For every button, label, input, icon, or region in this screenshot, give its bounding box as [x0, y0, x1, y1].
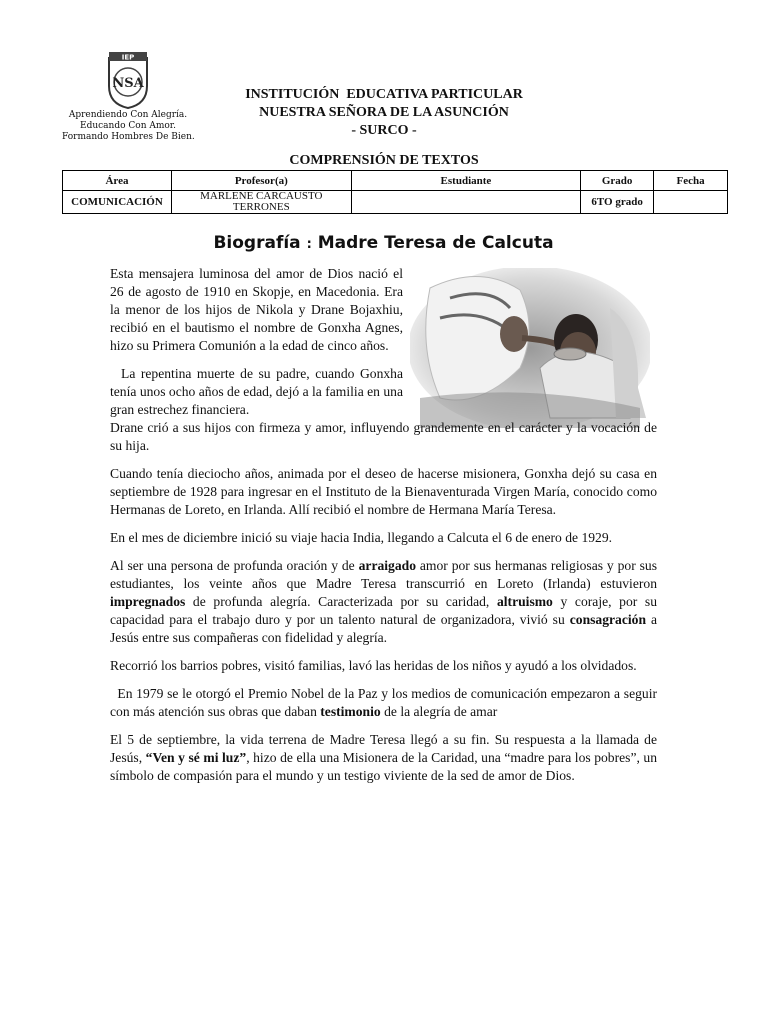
- student-info-table: [62, 170, 728, 214]
- text-run: amor por sus hermanas religiosas y por sus estudiantes, los veinte años que Madre Teresa transcurrió en Loreto (Irlanda) estuvieron: [110, 558, 657, 591]
- student-field[interactable]: [351, 191, 581, 214]
- school-line-3: - SURCO -: [351, 123, 417, 138]
- keyword: impregnados: [110, 594, 186, 609]
- header-grade: Grado: [581, 171, 654, 191]
- header-date: Fecha: [654, 171, 728, 191]
- grade-cell: 6TO grado: [581, 191, 654, 214]
- paragraph: Esta mensajera luminosa del amor de Dios nació el 26 de agosto de 1910 en Skopje, en Macedonia. Era la menor de los hijos de Nikola y Drane Bojaxhiu, recibió en el bautismo el nombre de Gonxha Agnes, hizo su Primera Comunión a la edad de cinco años.: [110, 266, 403, 353]
- article-body: [110, 265, 661, 795]
- header-area: Área: [63, 171, 172, 191]
- text-run: , hizo de ella una Misionera de la Caridad, una “madre para los pobres”, un símbolo de compasión para el mundo y un testigo viviente de la sed de amor de Dios.: [110, 750, 658, 783]
- text-run: de profunda alegría. Caracterizada por su caridad,: [185, 594, 497, 609]
- table-row: [63, 191, 728, 214]
- keyword: altruismo: [496, 594, 553, 609]
- paragraph: En el mes de diciembre inició su viaje hacia India, llegando a Calcuta el 6 de enero de 1929.: [110, 530, 613, 545]
- text-run: y coraje, por su capacidad para el trabajo duro y por un talento natural de organizadora, vivió su: [110, 594, 657, 627]
- title-part-b: Madre Teresa de Calcuta: [317, 233, 554, 253]
- school-motto: [62, 110, 194, 143]
- title-part-a: Biografía: [213, 233, 301, 253]
- paragraph: Cuando tenía dieciocho años, animada por el deseo de hacerse misionera, Gonxha dejó su casa en septiembre de 1928 para ingresar en el Instituto de la Bienaventurada Virgen María, conocido como Hermanas de Loreto, en Irlanda. Allí recibió el nombre de Hermana María Teresa.: [110, 466, 657, 517]
- text-run: a Jesús entre sus compañeras con fidelidad y alegría.: [110, 612, 658, 645]
- section-title: COMPRENSIÓN DE TEXTOS: [289, 153, 479, 168]
- table-header-row: [63, 171, 728, 191]
- teacher-cell: [171, 191, 351, 214]
- school-line-1: INSTITUCIÓN EDUCATIVA PARTICULAR: [245, 87, 523, 102]
- paragraph: [110, 731, 657, 785]
- title-colon: :: [306, 237, 312, 252]
- school-name: [200, 86, 568, 140]
- teacher-name-line: TERRONES: [232, 201, 290, 213]
- school-crest-icon: [106, 50, 150, 110]
- article-title: [62, 233, 705, 253]
- svg-text:NSA: NSA: [112, 76, 144, 91]
- motto-line: Aprendiendo Con Alegría.: [68, 110, 188, 120]
- school-line-2: NUESTRA SEÑORA DE LA ASUNCIÓN: [259, 105, 509, 120]
- text-run: de la alegría de amar: [380, 704, 498, 719]
- quote: “Ven y sé mi luz”: [145, 750, 247, 765]
- keyword: consagración: [569, 612, 647, 627]
- paragraph: [110, 557, 657, 647]
- teacher-name-line: MARLENE CARCAUSTO: [200, 190, 323, 202]
- text-run: En 1979 se le otorgó el Premio Nobel de la Paz y los medios de comunicación empezaron a seguir con más atención sus obras que daban: [110, 686, 661, 719]
- motto-line: Educando Con Amor.: [80, 121, 176, 131]
- area-cell: COMUNICACIÓN: [63, 191, 172, 214]
- text-run: El 5 de septiembre, la vida terrena de Madre Teresa llegó a su fin. Su respuesta a la llamada de Jesús,: [110, 732, 657, 765]
- keyword: arraigado: [358, 558, 416, 573]
- header-student: Estudiante: [351, 171, 581, 191]
- header-teacher: Profesor(a): [171, 171, 351, 191]
- date-field[interactable]: [654, 191, 728, 214]
- svg-text:IEP: IEP: [121, 53, 135, 62]
- paragraph-part: Drane crió a sus hijos con firmeza y amor, influyendo grandemente en el carácter y la vocación de su hija.: [110, 420, 661, 453]
- text-run: Al ser una persona de profunda oración y de: [110, 558, 359, 573]
- motto-line: Formando Hombres De Bien.: [62, 132, 195, 142]
- paragraph: [110, 685, 661, 721]
- paragraph-part: La repentina muerte de su padre, cuando Gonxha tenía unos ocho años de edad, dejó a la familia en una gran estrechez financiera.: [110, 366, 407, 417]
- paragraph: [110, 365, 661, 455]
- keyword: testimonio: [320, 704, 381, 719]
- paragraph: Recorrió los barrios pobres, visitó familias, lavó las heridas de los niños y ayudó a los olvidados.: [110, 658, 637, 673]
